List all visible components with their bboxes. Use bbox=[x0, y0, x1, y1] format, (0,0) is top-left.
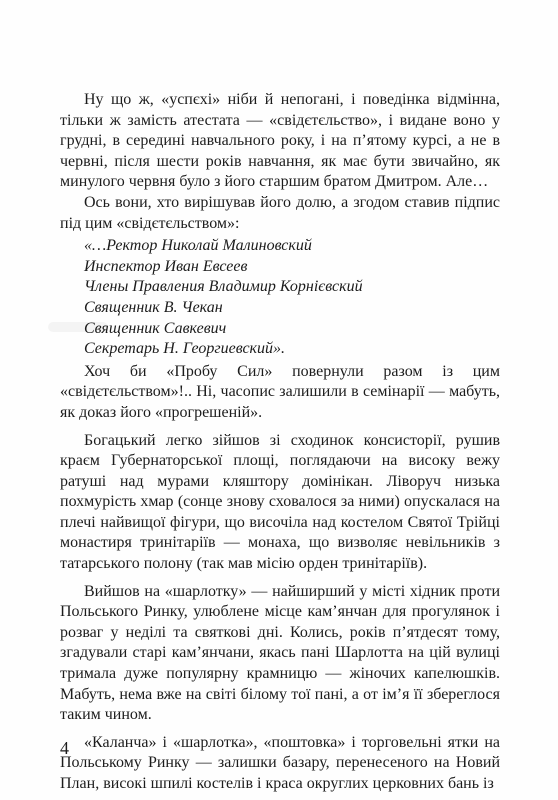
signature-list bbox=[60, 236, 500, 360]
signature-rector: «…Ректор Николай Малиновский bbox=[84, 237, 312, 255]
paragraph-proba-syl: Хоч би «Пробу Сил» повернули разом із цим «свідєтєльством»!.. Ні, часопис залишили в семінарії — мабуть, як доказ його «прогрешеній». bbox=[60, 362, 500, 421]
signature-secretary: Секретарь Н. Георгиевский». bbox=[84, 340, 286, 358]
signature-priest-savkevych: Священник Савкевич bbox=[84, 319, 227, 337]
body-text bbox=[60, 90, 500, 795]
paragraph-intro: Ну що ж, «успєхі» ніби й непогані, і поведінка відмінна, тільки ж замість атестата — «свідєтєльство», і видане воно у грудні, в середині навчального року, і на п’ятому курсі, а не в червні, після шести років навчання, як має бути звичайно, як минулого червня було з його старшим братом Дмитром. Але… bbox=[60, 91, 500, 191]
page-number: 4 bbox=[60, 738, 69, 758]
paragraph-bohatsky: Богацький легко зійшов зі сходинок консисторії, рушив краєм Губернаторської площі, поглядаючи на високу вежу ратуші над мурами кляштору домінікан. Ліворуч низька похмурість хмар (сонце знову сховалося за ними) опускалася на плечі найвищої фігури, що височіла над костелом Святої Трійці монастиря тринітаріїв — монаха, що визволяє невільників з татарського полону (так мав місію орден тринітаріїв). bbox=[60, 431, 500, 573]
signature-board-member: Члены Правления Владимир Корнієвский bbox=[84, 278, 363, 296]
paragraph-sharlotka: Вийшов на «шарлотку» — найширший у місті хідник проти Польського Ринку, улюблене місце кам’янчан для прогулянок і розваг у неділі та святкові дні. Колись, років п’ятдесят тому, згадували старі кам’янчани, якась пані Шарлотта на цій вулиці тримала дуже популярну крамницю — жіночих капелюшків. Мабуть, нема вже на світі білому тої пані, а от ім’я її збереглося таким чином. bbox=[60, 582, 500, 724]
paragraph-signers: Ось вони, хто вирішував його долю, а згодом ставив підпис під цим «свідєтєльством»: bbox=[60, 193, 500, 232]
signature-inspector: Инспектор Иван Евсеев bbox=[84, 257, 248, 275]
signature-priest-chekan: Священник В. Чекан bbox=[84, 298, 223, 316]
paragraph-kalancha: «Каланча» і «шарлотка», «поштовка» і торговельні ятки на Польському Ринку — залишки базару, перенесеного на Новий План, високі шпилі костелів і краса округлих церковних бань із bbox=[60, 733, 500, 792]
